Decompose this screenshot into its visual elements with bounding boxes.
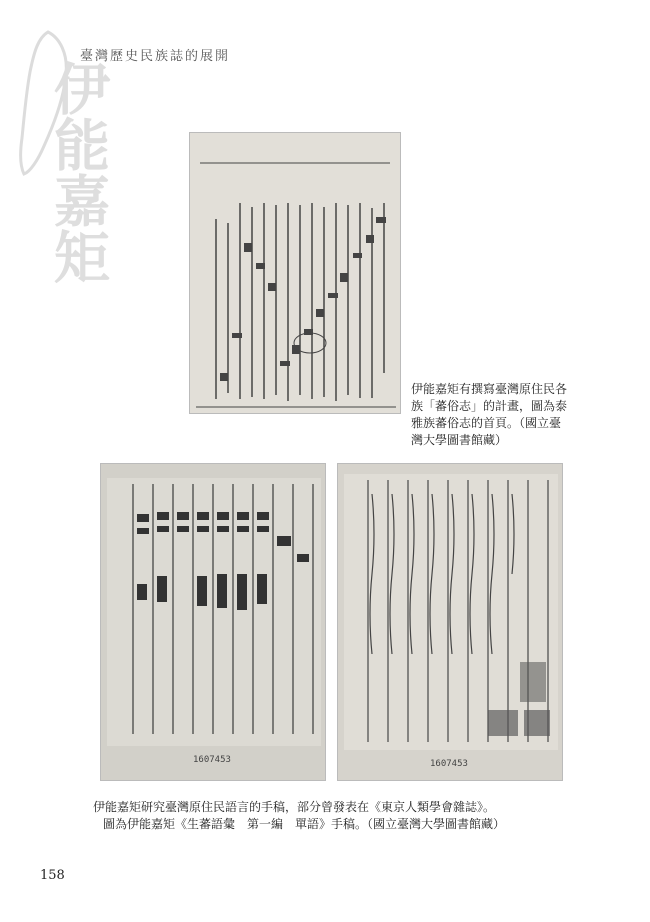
manuscript-photo-atayal <box>189 132 401 414</box>
running-title: 臺灣歷史民族誌的展開 <box>80 49 231 64</box>
caption-vocabulary-manuscript <box>93 799 563 833</box>
caption-atayal-manuscript: 伊能嘉矩有撰寫臺灣原住民各族「蕃俗志」的計畫，圖為泰雅族蕃俗志的首頁。（國立臺灣大學圖書館藏） <box>411 382 568 447</box>
manuscript-vocabulary-icon <box>338 464 563 781</box>
serial-number: 1607453 <box>430 759 468 769</box>
caption-line-1: 伊能嘉矩研究臺灣原住民語言的手稿，部分曾發表在《東京人類學會雜誌》。 <box>93 800 496 814</box>
page-number: 158 <box>40 868 65 883</box>
manuscript-photo-vocabulary <box>337 463 563 781</box>
manuscript-photo-contents <box>100 463 326 781</box>
watermark-name: 伊能嘉矩 <box>45 60 111 284</box>
manuscript-contents-icon <box>101 464 326 781</box>
manuscript-page-icon <box>190 133 401 414</box>
serial-number: 1607453 <box>193 755 231 765</box>
caption-line-2: 圖為伊能嘉矩《生蕃語彙 第一編 單語》手稿。（國立臺灣大學圖書館藏） <box>103 817 506 831</box>
